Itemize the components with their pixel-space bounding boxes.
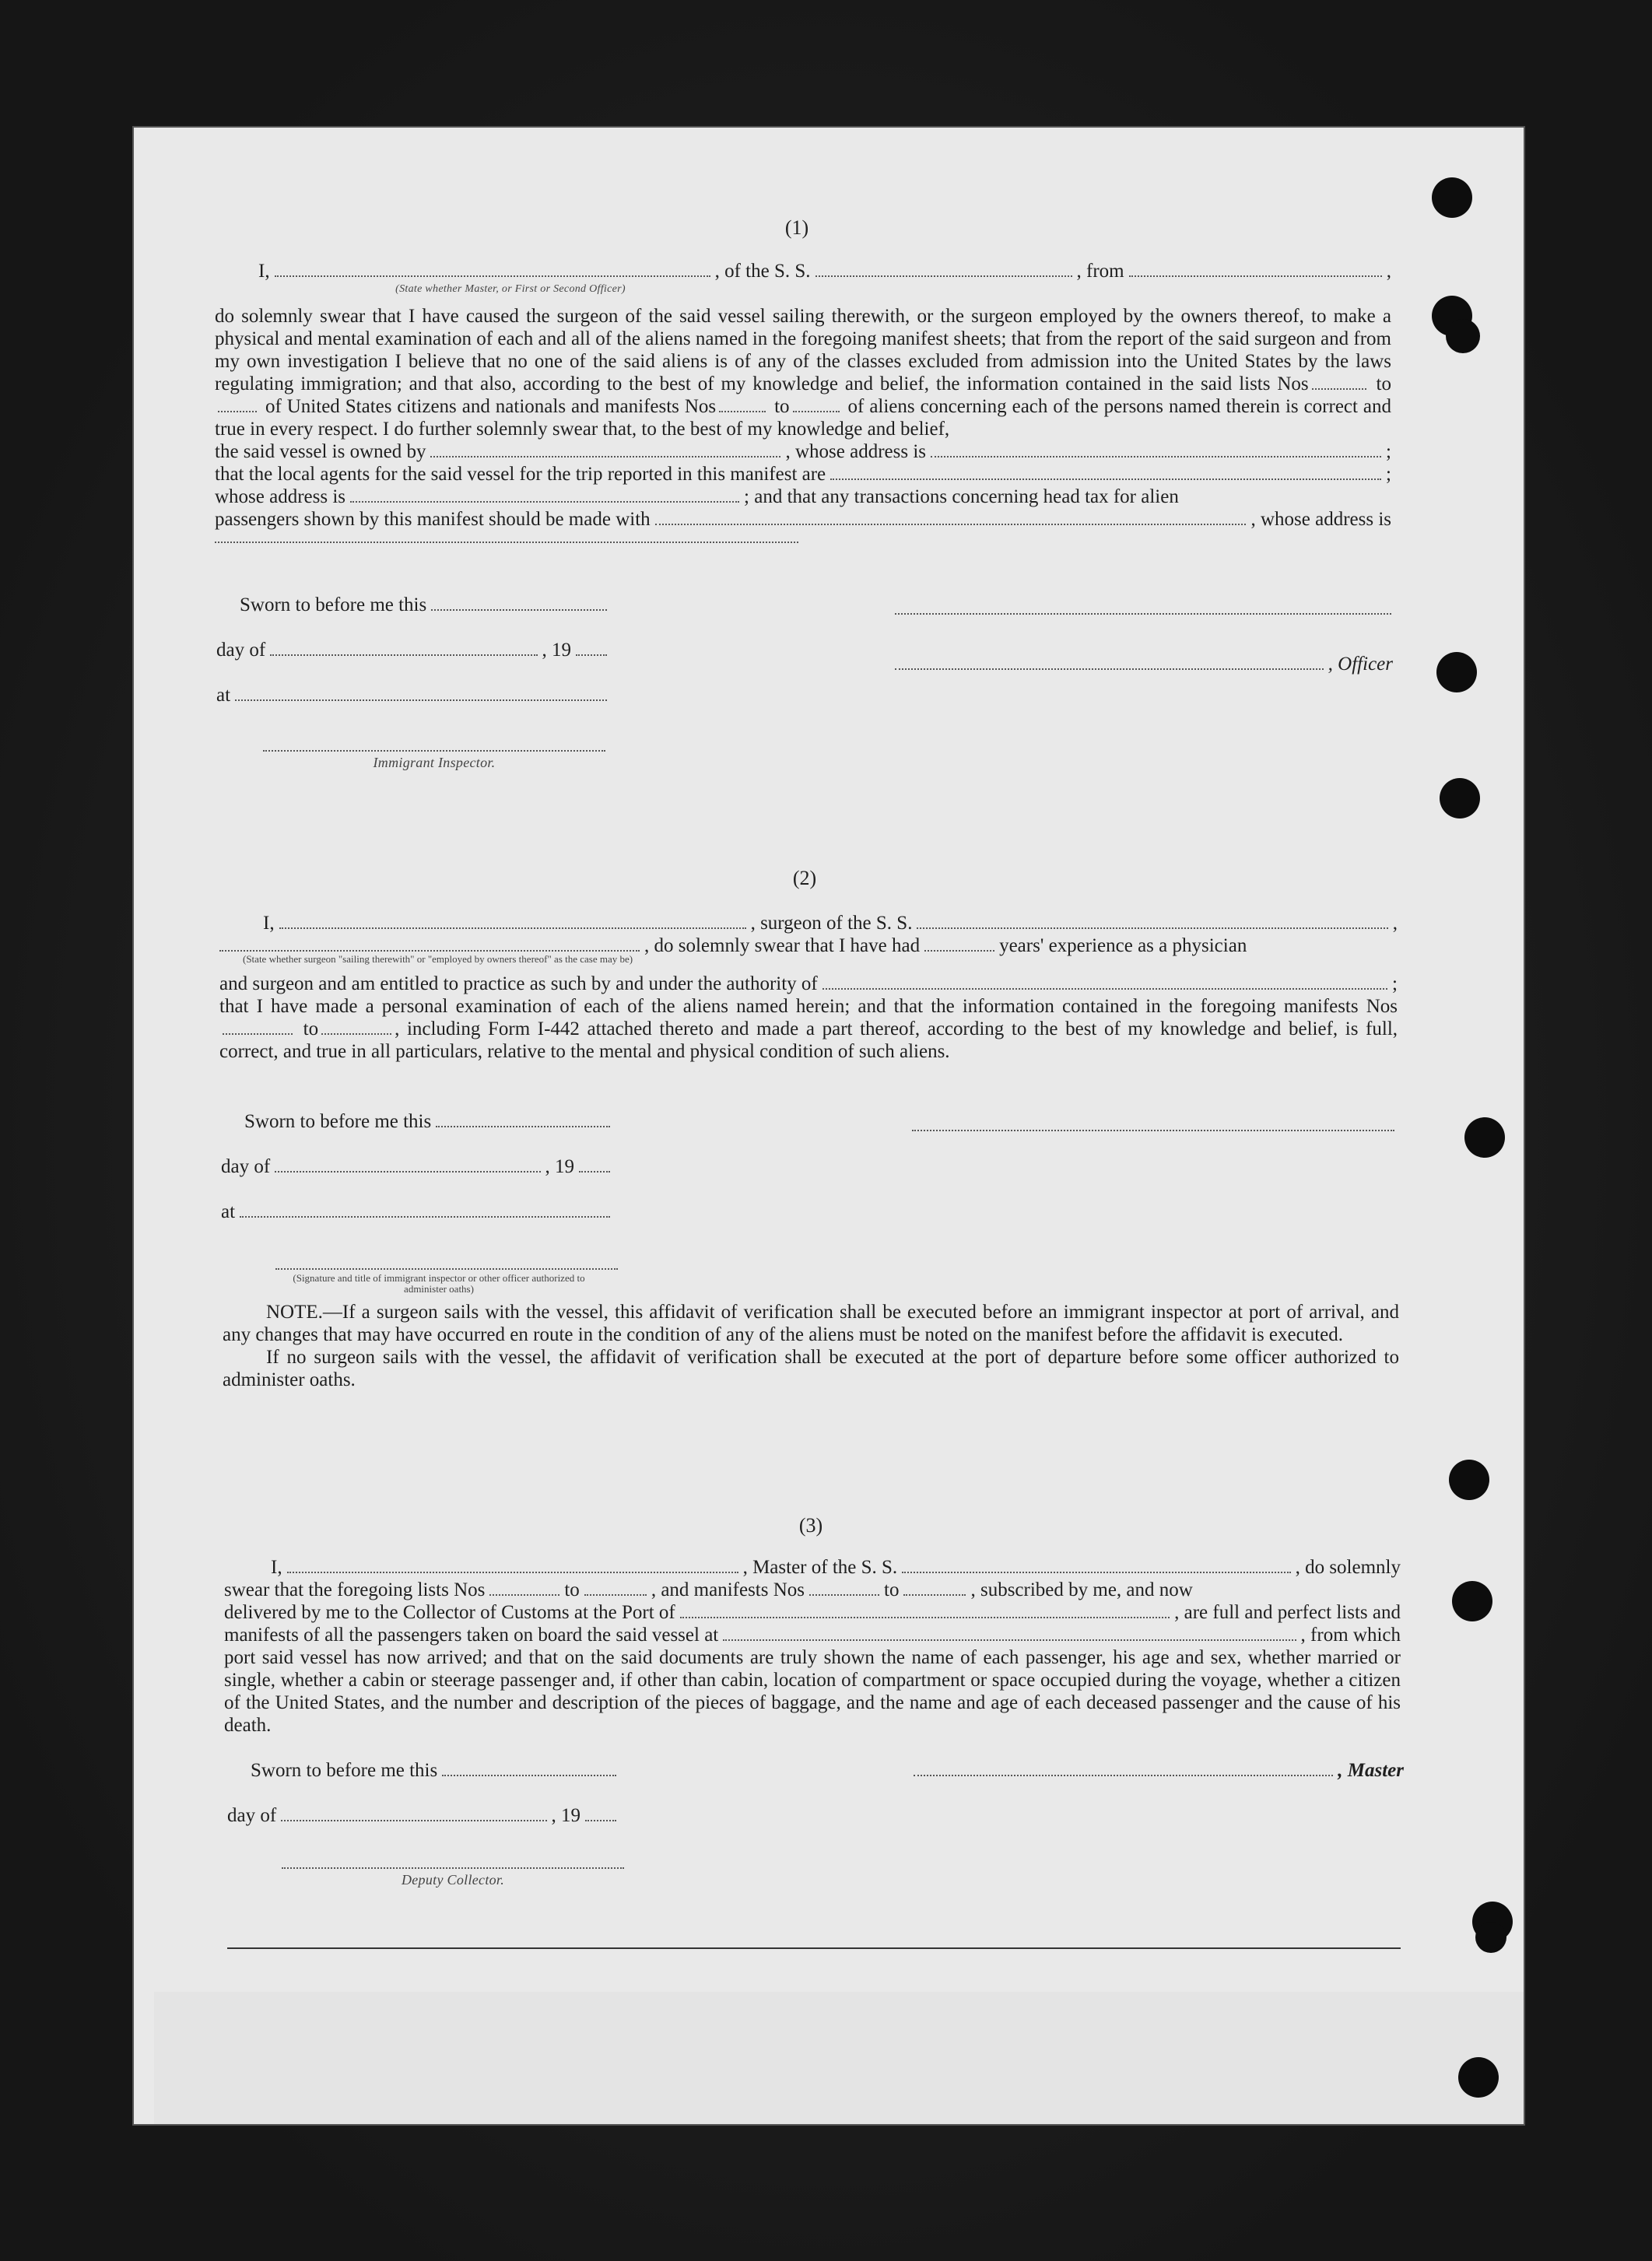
passengers-text: passengers shown by this manifest should be made with — [215, 509, 651, 530]
agents-address-field[interactable] — [350, 487, 739, 503]
subscribed-text: , subscribed by me, and now — [970, 1579, 1193, 1600]
authority-field[interactable] — [822, 974, 1387, 990]
sworn-year-field[interactable] — [585, 1806, 616, 1821]
master-vessel-field[interactable] — [902, 1558, 1290, 1573]
lists-nos-from-field[interactable] — [1312, 377, 1366, 390]
lists-to-field[interactable] — [584, 1580, 647, 1596]
surgeon-of-label: , surgeon of the S. S. — [750, 913, 913, 934]
inspector-caption: Immigrant Inspector. — [373, 755, 496, 770]
master-signature — [914, 1760, 1404, 1782]
aliens-text: of aliens concerning each of the persons named therein is correct and true in every respect. I do further solemnly swear that, to the best of my knowledge and belief, — [215, 396, 1392, 440]
lists-from-field[interactable] — [489, 1580, 559, 1596]
sworn-place-field[interactable] — [240, 1202, 610, 1218]
surgeon-status-field[interactable] — [219, 936, 640, 952]
local-agents-field[interactable] — [830, 464, 1381, 480]
section-3-number: (3) — [798, 1514, 823, 1537]
signature-caption: (Signature and title of immigrant inspector or other officer authorized to administer oaths) — [293, 1272, 585, 1295]
bottom-rule — [227, 1947, 1401, 1949]
examination-text: that I have made a personal examination of each of the aliens named herein; and that the information contained in the foregoing manifests Nos — [219, 996, 1398, 1017]
sworn-label: Sworn to before me this — [251, 1760, 438, 1781]
swear-lists-label: swear that the foregoing lists Nos — [224, 1579, 486, 1600]
lists-nos-to-field[interactable] — [218, 400, 257, 412]
sworn-label: Sworn to before me this — [240, 594, 427, 615]
section-2-jurat — [221, 1111, 615, 1295]
including-text: , including Form I-442 attached thereto and made a part thereof, according to the best of my knowledge and belief, is full, correct, and true in all particulars, relative to the mental and physical condition of such aliens. — [219, 1018, 1398, 1062]
officer-signature-field[interactable] — [275, 1254, 618, 1270]
local-agents-label: that the local agents for the said vessel for the trip reported in this manifest are — [215, 464, 826, 485]
day-of-label: day of — [227, 1805, 277, 1826]
owned-by-label: the said vessel is owned by — [215, 441, 426, 462]
from-label: , from — [1076, 261, 1124, 282]
owner-field[interactable] — [430, 442, 780, 457]
punch-hole — [1475, 1922, 1506, 1953]
delivered-text: delivered by me to the Collector of Customs at the Port of — [224, 1602, 675, 1623]
section-2-number: (2) — [792, 867, 817, 889]
year-label: , 19 — [545, 1156, 574, 1177]
full-lists-text: , are full and perfect lists and — [1174, 1602, 1401, 1623]
owner-address-field[interactable] — [931, 442, 1381, 457]
vessel-name-field[interactable] — [815, 261, 1072, 277]
manifests-nos-from-field[interactable] — [719, 400, 766, 412]
master-of-label: , Master of the S. S. — [742, 1557, 898, 1578]
section-1-oath-text: do solemnly swear that I have caused the surgeon of the said vessel sailing therewith, or the surgeon employed by the owners thereof, to make a physical and mental examination of each and all of the aliens named in the foregoing manifest sheets; that from the report of the said surgeon and from my own investigation I believe that no one of the said aliens is of any of the classes excluded from admission into the United States by the laws regulating immigration; and that also, according to the best of my knowledge and belief, the information contained in the said lists Nos — [215, 306, 1391, 394]
to-label: to — [564, 1579, 580, 1600]
port-field[interactable] — [680, 1603, 1170, 1618]
section-1-jurat — [216, 594, 612, 771]
to-label: to — [774, 396, 790, 417]
section-1-I: I, — [258, 261, 270, 282]
section-1-number: (1) — [784, 216, 809, 239]
officer-signature-line-1[interactable] — [895, 599, 1391, 615]
sworn-month-field[interactable] — [275, 1157, 540, 1173]
punch-hole — [1449, 1460, 1489, 1500]
sworn-place-field[interactable] — [235, 685, 607, 701]
and-manifests-label: , and manifests Nos — [651, 1579, 805, 1600]
to-label: to — [1376, 373, 1391, 394]
day-of-label: day of — [221, 1156, 271, 1177]
manifests-from-field[interactable] — [223, 1022, 293, 1035]
sworn-month-field[interactable] — [281, 1806, 546, 1821]
of-the-ss-label: , of the S. S. — [714, 261, 811, 282]
sworn-label: Sworn to before me this — [244, 1111, 432, 1132]
day-of-label: day of — [216, 640, 266, 661]
note-label: NOTE. — [266, 1302, 323, 1323]
from-port-field[interactable] — [1129, 261, 1382, 277]
citizens-text: of United States citizens and nationals and manifests Nos — [265, 396, 717, 417]
collector-caption: Deputy Collector. — [401, 1872, 505, 1888]
at-label: at — [221, 1201, 236, 1222]
punch-hole — [1452, 1581, 1492, 1621]
punch-hole — [1436, 652, 1477, 692]
manifests-from-field[interactable] — [809, 1580, 879, 1596]
sworn-year-field[interactable] — [579, 1157, 610, 1173]
manifests-all-text: manifests of all the passengers taken on board the said vessel at — [224, 1625, 719, 1646]
officer-caption: (State whether Master, or First or Second Officer) — [395, 283, 626, 295]
from-which-label: , from which — [1300, 1625, 1401, 1646]
agents-address-label: whose address is — [215, 486, 346, 507]
year-label: , 19 — [542, 640, 571, 661]
at-label: at — [216, 685, 231, 706]
do-solemnly-label: , do solemnly — [1295, 1557, 1401, 1578]
section-3-body: port said vessel has now arrived; and that on the said documents are truly shown the name of each passenger, his age and sex, whether married or single, whether a cabin or steerage passenger and, if other than cabin, location of compartment or space occupied during the voyage, whether a citizen of the United States, and the number and description of the pieces of baggage, and the name and age of each deceased passenger and the cause of his death. — [224, 1647, 1401, 1736]
note-block — [223, 1301, 1399, 1391]
section-3-jurat — [227, 1760, 621, 1888]
surgeon-signature-field[interactable] — [912, 1116, 1394, 1131]
whose-address-label: , whose address is — [785, 441, 927, 462]
sworn-month-field[interactable] — [270, 640, 537, 656]
surgeon-vessel-field[interactable] — [917, 913, 1387, 929]
section-2: I, , surgeon of the S. S. , , do solemnly swear that I have had years' experience as a physician (State whether surgeon "sailing therewith" or "employed by owners thereof" as the case may be) and surgeon and am entitled to practice as such by and under the authority of ; that I have made a personal examination of each of the aliens named herein; and that the information contained in the foregoing manifests Nos to , including Form I-442 attached thereto and made a part thereof, according to the best of my knowledge and belief, is full, correct, and true in all particulars, relative to the mental and physical condition of such aliens. — [219, 913, 1398, 1062]
officer-label: , Officer — [1328, 654, 1393, 675]
master-signature-field[interactable] — [914, 1761, 1333, 1776]
year-label: , 19 — [551, 1805, 580, 1826]
officer-signature-field[interactable] — [895, 654, 1324, 670]
sworn-day-field[interactable] — [442, 1761, 616, 1776]
years-text: years' experience as a physician — [999, 935, 1247, 956]
embark-port-field[interactable] — [723, 1625, 1296, 1641]
surgeon-caption: (State whether surgeon "sailing therewith" or "employed by owners thereof" as the case may be) — [243, 953, 633, 965]
head-tax-text: ; and that any transactions concerning head tax for alien — [744, 486, 1179, 507]
punch-hole — [1432, 177, 1472, 218]
surgeon-name-field[interactable] — [279, 913, 746, 929]
head-tax-agent-field[interactable] — [655, 510, 1247, 525]
form-page-bottom-edge — [154, 1992, 1524, 2124]
punch-hole — [1458, 2057, 1499, 2098]
section-2-I: I, — [263, 913, 275, 934]
manifests-to-field[interactable] — [321, 1022, 391, 1035]
manifests-to-field[interactable] — [903, 1580, 966, 1596]
section-3-I: I, — [271, 1557, 282, 1578]
master-label: , Master — [1338, 1760, 1404, 1781]
collector-signature-field[interactable] — [282, 1853, 624, 1869]
to-label: to — [884, 1579, 900, 1600]
note-text-2: If no surgeon sails with the vessel, the affidavit of verification shall be executed at the port of departure before some officer authorized to administer oaths. — [223, 1347, 1399, 1390]
section-1-officer-signature — [895, 599, 1393, 675]
punch-hole — [1440, 778, 1480, 819]
sworn-year-field[interactable] — [576, 640, 607, 656]
whose-address-end-label: , whose address is — [1250, 509, 1391, 530]
to-label: to — [303, 1018, 319, 1039]
entitled-text: and surgeon and am entitled to practice as such by and under the authority of — [219, 973, 818, 994]
note-text-1: —If a surgeon sails with the vessel, this affidavit of verification shall be executed before an immigrant inspector at port of arrival, and any changes that may have occurred en route in the condition of any of the aliens must be noted on the manifest before the affidavit is executed. — [223, 1302, 1399, 1345]
sworn-day-field[interactable] — [436, 1112, 610, 1127]
inspector-signature-field[interactable] — [263, 736, 605, 752]
master-name-field[interactable] — [287, 1558, 738, 1573]
punch-hole — [1464, 1117, 1505, 1158]
surgeon-swear-text: , do solemnly swear that I have had — [644, 935, 921, 956]
sworn-day-field[interactable] — [431, 595, 607, 611]
manifests-nos-to-field[interactable] — [793, 400, 840, 412]
years-experience-field[interactable] — [924, 936, 994, 952]
section-3 — [224, 1556, 1401, 1737]
punch-hole — [1446, 319, 1480, 353]
officer-name-field[interactable] — [275, 261, 710, 277]
section-1: I, , of the S. S. , from , (State whether Master, or First or Second Officer) do solemnly swear that I have caused the surgeon of the said vessel sailing therewith, or the surgeon employed by the owners thereof, to make a physical and mental examination of each and all of the aliens named in the foregoing manifest sheets; that from the report of the said surgeon and from my own investigation I believe that no one of the said aliens is of any of the classes excluded from admission into the United States by the laws regulating immigration; and that also, according to the best of my knowledge and belief, the information contained in the said lists Nos to of United States citizens and nationals and manifests Nos to of aliens concerning each of the persons named therein is correct and true in every respect. I do further solemnly swear that, to the best of my knowledge and belief, the said vessel is owned by , whose address is ; that the local agents for the said vessel for the trip reported in this manifest are ; whose address is ; and that any transactions concerning head tax for alien passengers shown by this manifest should be made with , whose address is — [215, 260, 1391, 543]
